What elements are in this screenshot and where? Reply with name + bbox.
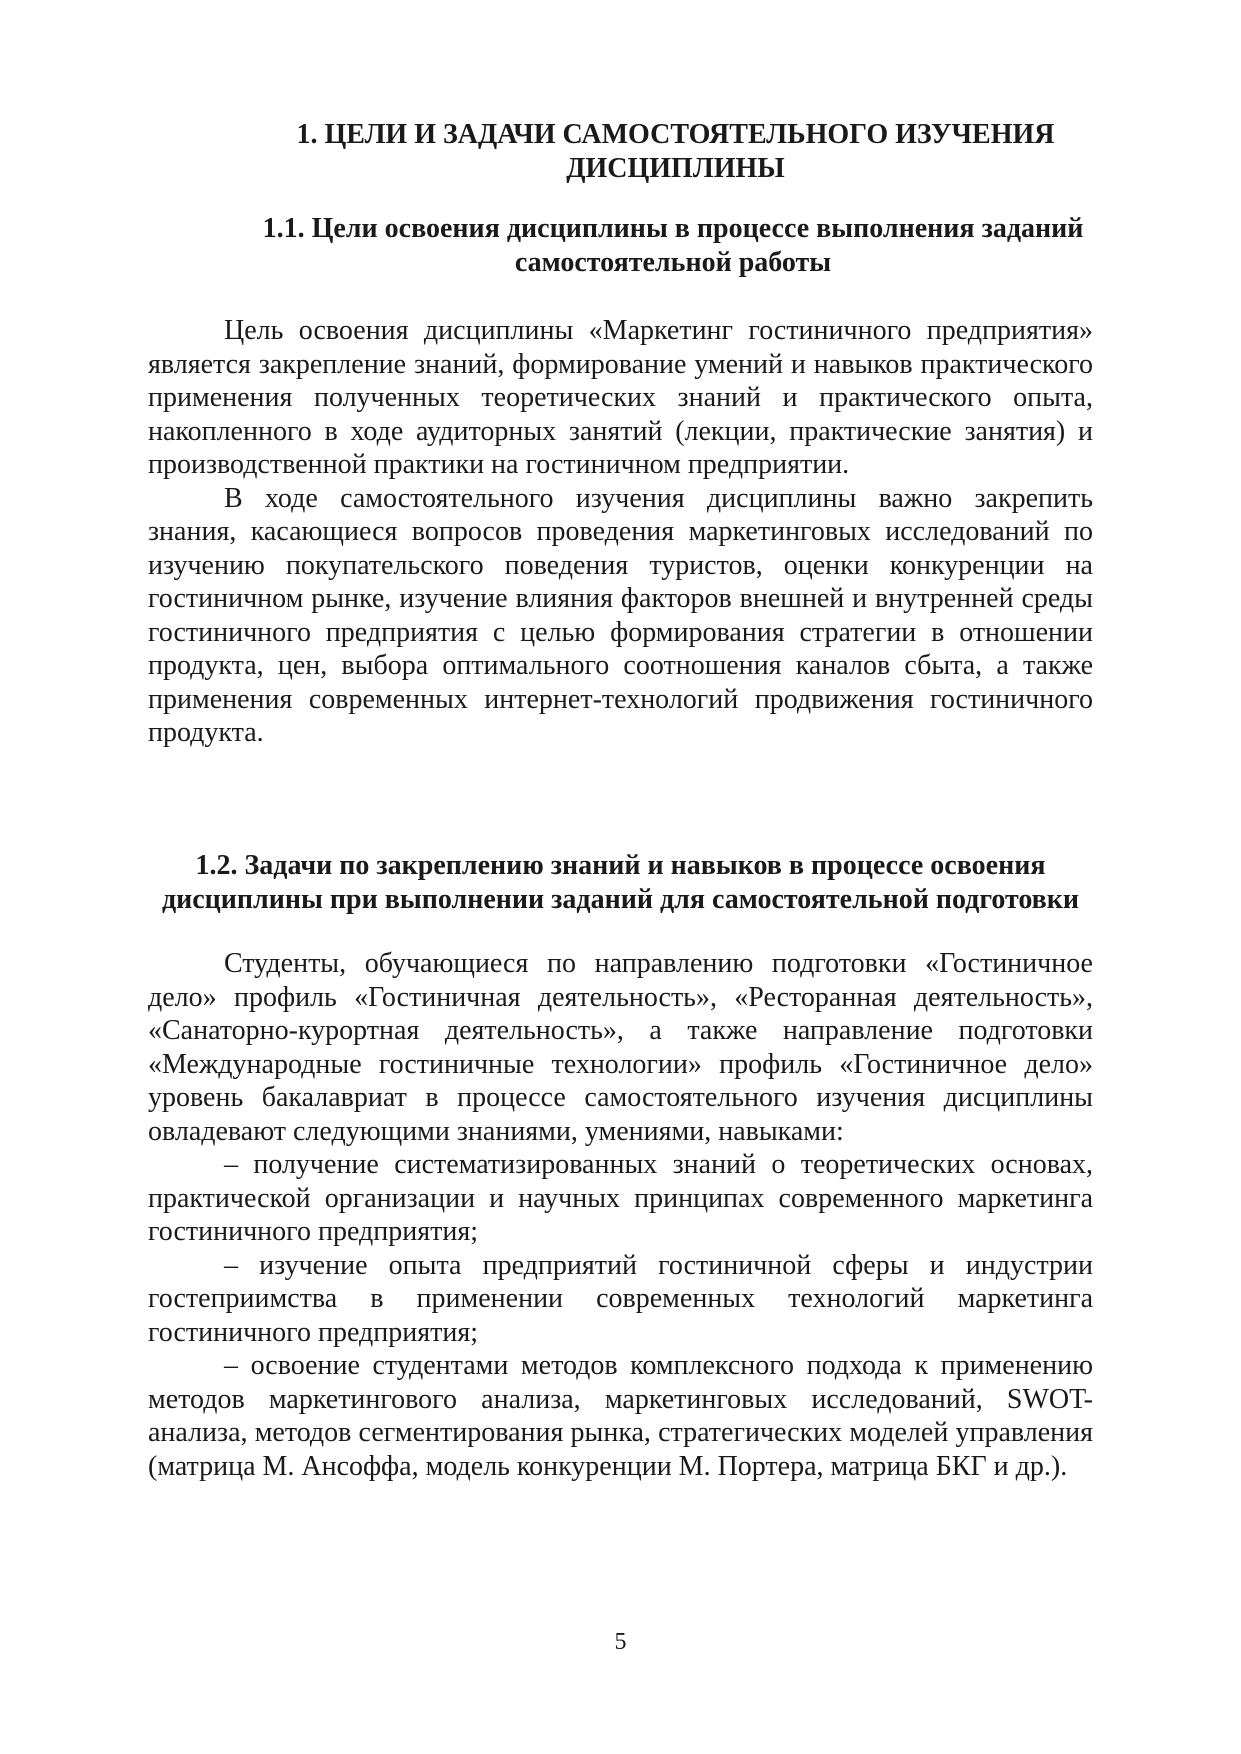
section-1-1-paragraph-1: Цель освоения дисциплины «Маркетинг гостиничного предприятия» является закрепление знаний, формирование умений и навыков практического применения полученных теоретических знаний и практического опыта, накопленного в ходе аудиторных занятий (лекции, практические занятия) и производственной практики на гостиничном предприятии. <box>148 315 1093 480</box>
section-1-1-heading-line2: самостоятельной работы <box>514 247 832 278</box>
section-1-1-heading-line1: 1.1. Цели освоения дисциплины в процессе выполнения заданий <box>262 213 1084 244</box>
section-1-2-heading <box>148 849 1093 917</box>
section-1-heading-line2: ДИСЦИПЛИНЫ <box>566 153 785 184</box>
list-item: – изучение опыта предприятий гостиничной сферы и индустрии гостеприимства в применении современных технологий маркетинга гостиничного предприятия; <box>148 1249 1093 1348</box>
section-1-2-heading-line1: 1.2. Задачи по закреплению знаний и навыков в процессе освоения <box>195 850 1046 881</box>
section-1-2-heading-line2: дисциплины при выполнении заданий для самостоятельной подготовки <box>161 884 1080 915</box>
list-item: – освоение студентами методов комплексного подхода к применению методов маркетингового анализа, маркетинговых исследований, SWOT-анализа, методов сегментирования рынка, стратегических моделей управления (матрица М. Ансоффа, модель конкуренции М. Портера, матрица БКГ и др.). <box>148 1350 1093 1482</box>
section-1-1-body <box>148 314 1093 750</box>
section-1-2-paragraph-1: Студенты, обучающиеся по направлению подготовки «Гостиничное дело» профиль «Гостиничная деятельность», «Ресторанная деятельность», «Санаторно-курортная деятельность», а также направление подготовки «Международные гостиничные технологии» профиль «Гостиничное дело» уровень бакалавриат в процессе самостоятельного изучения дисциплины овладевают следующими знаниями, умениями, навыками: <box>148 948 1093 1147</box>
list-item: – получение систематизированных знаний о теоретических основах, практической организации и научных принципах современного маркетинга гостиничного предприятия; <box>148 1149 1093 1247</box>
page-number: 5 <box>614 1629 627 1655</box>
section-1-1-paragraph-2: В ходе самостоятельного изучения дисциплины важно закрепить знания, касающиеся вопросов проведения маркетинговых исследований по изучению покупательского поведения туристов, оценки конкуренции на гостиничном рынке, изучение влияния факторов внешней и внутренней среды гостиничного предприятия с целью формирования стратегии в отношении продукта, цен, выбора оптимального соотношения каналов сбыта, а также применения современных интернет-технологий продвижения гостиничного продукта. <box>148 482 1093 748</box>
section-1-heading-line1: 1. ЦЕЛИ И ЗАДАЧИ САМОСТОЯТЕЛЬНОГО ИЗУЧЕНИЯ <box>296 119 1055 150</box>
section-1-2-body <box>148 947 1093 1483</box>
section-1-1-heading <box>148 212 1093 280</box>
section-1-heading <box>148 118 1093 186</box>
